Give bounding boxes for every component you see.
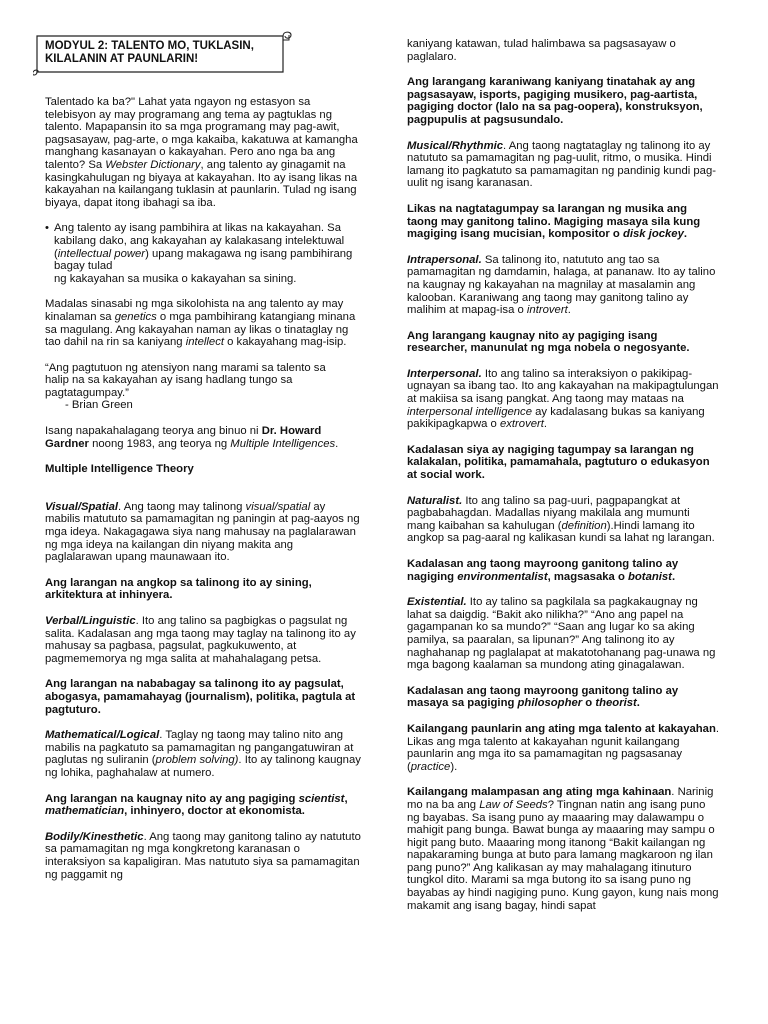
- module-title-banner: [33, 30, 291, 70]
- intro-paragraph: Talentado ka ba?" Lahat yata ngayon ng estasyon sa telebisyon ay may programang ang tema ay pagtuklas ng talento. Mapapansin ito sa mga programang may pag-awit, pagsasayaw, pag-arte, o mga kakaiba, kakatuwa at kamangha manghang kasanayan o kakayahan. Pero ano nga ba ang talento? Sa Webster Dictionary, ang talento ay ginagamit na kasingkahulugan ng biyaya at kakayahan. Ito ay isang likas na kakayahan na kailangang tuklasin at paunlarin. Tulad ng isang biyaya, dapat itong ibahagi sa iba.: [45, 96, 358, 209]
- existential-field: Kadalasan ang taong mayroong ganitong talino ay masaya sa pagiging philosopher o theorist.: [407, 684, 679, 710]
- musical-paragraph: Musical/Rhythmic. Ang taong nagtataglay ng talinong ito ay natututo sa pamamagitan ng pag-uulit, ritmo, o musika. Hindi lamang ito pagkatuto sa pamamagitan ng pandinig kundi pag-uulit ng isang karanasan.: [407, 139, 716, 190]
- intrapersonal-field: Ang larangang kaugnay nito ay pagiging isang researcher, manunulat ng mga nobela o negosyante.: [407, 329, 690, 355]
- quote-paragraph: “Ang pagtutuon ng atensiyon nang marami sa talento sa halip na sa kakayahan ay isang hadlang tungo sa pagtatagumpay.”: [45, 361, 326, 399]
- bullet-icon: •: [45, 222, 49, 235]
- bodily-field: Ang larangang karaniwang kaniyang tinatahak ay ang pagsasayaw, isports, pagiging musikero, pag-aartista, pagiging doctor (lalo na sa pag-oopera), konstruksyon, pagpupulis at pagsusundalo.: [407, 76, 703, 126]
- naturalist-field: Kadalasan ang taong mayroong ganitong talino ay nagiging environmentalist, magsasaka o botanist.: [407, 558, 679, 583]
- musical-field: Likas na nagtatagumpay sa larangan ng musika ang taong may ganitong talino. Magiging masaya sila kung magiging isang mucisian, kompositor o disk jockey.: [407, 202, 701, 241]
- math-field: Ang larangan na kaugnay nito ay ang pagiging scientist, mathematician, inhinyero, doctor at ekonomista.: [45, 792, 348, 818]
- intrapersonal-paragraph: Intrapersonal. Sa talinong ito, natututo ang tao sa pamamagitan ng damdamin, halaga, at pananaw. Ito ay talino na kaugnay ng kakayahan na magnilay at masalamin ang kalooban. Karaniwang ang taong may ganitong talino ay malihim at mapag-isa o introvert.: [407, 253, 716, 317]
- bodily-paragraph: Bodily/Kinesthetic. Ang taong may ganitong talino ay natututo sa pamamagitan ng mga kongkretong karanasan o interaksiyon sa kapaligiran. Mas natututo siya sa pamamagitan ng paggamit ng: [45, 830, 361, 881]
- bodily-continued: kaniyang katawan, tulad halimbawa sa pagsasayaw o paglalaro.: [407, 38, 676, 63]
- existential-paragraph: Existential. Ito ay talino sa pagkilala sa pagkakaugnay ng lahat sa daigdig. “Bakit ako nilikha?” “Ano ang papel na gagampanan ko sa mundo?” “Saan ang lugar ko sa aking pamilya, sa paaralan, sa lipunan?” Ang talinong ito ay naghahanap ng paglalapat at makatotohanang pag-unawa ng mga bagong kaalaman sa mundong ating ginagalawan.: [407, 596, 716, 672]
- paunlarin-paragraph: Kailangang paunlarin ang ating mga talento at kakayahan. Likas ang mga talento at kakayahan ngunit kailangang paunlarin ang mga ito sa pamamagitan ng pagsasanay (practice).: [407, 722, 719, 773]
- module-title-line-2: KILALANIN AT PAUNLARIN!: [45, 53, 199, 65]
- malampasan-paragraph: Kailangang malampasan ang ating mga kahinaan. Narinig mo na ba ang Law of Seeds? Tingnan natin ang isang puno ng bayabas. Sa isang puno ay maaaring may dalawampu o mahigit pang bunga. Bawat bunga ay maaaring may sampu o higit pang buto. Maaaring mong itanong “Bakit kailangan ng napakaraming bunga at buto para lamang magkaroon ng ilan pang puno?” Ang kalikasan ay may mahalagang itinuturo tungkol dito. Marami sa mga butong ito sa isang puno ng bayabas ay hindi nagiging puno. Kung gayon, kung nais mong makamit ang isang bagay, hindi sapat: [407, 786, 719, 912]
- interpersonal-field: Kadalasan siya ay nagiging tagumpay sa larangan ng kalakalan, politika, pamamahala, pagtuturo o edukasyon at social work.: [407, 443, 710, 482]
- naturalist-paragraph: Naturalist. Ito ang talino sa pag-uuri, pagpapangkat at pagbabahagdan. Madallas niyang makilala ang mumunti mang kaibahan sa kahulugan (definition).Hindi lamang ito angkop sa pag-aaral ng kalikasan kundi sa lahat ng larangan.: [407, 494, 715, 545]
- verbal-field: Ang larangan na nababagay sa talinong ito ay pagsulat, abogasya, pamamahayag (journalism), politika, pagtula at pagtuturo.: [45, 678, 356, 716]
- mit-heading: Multiple Intelligence Theory: [45, 463, 194, 476]
- madalas-paragraph: Madalas sinasabi ng mga sikolohista na ang talento ay may kinalaman sa genetics o mga pambihirang katangiang minana sa magulang. Ang kakayahan naman ay likas o tinataglay ng tao dahil na rin sa kaniyang intellect o kakayahang mag-isip.: [45, 298, 356, 349]
- left-column: [45, 96, 363, 881]
- module-title-line-1: MODYUL 2: TALENTO MO, TUKLASIN,: [45, 40, 254, 52]
- math-paragraph: Mathematical/Logical. Taglay ng taong may talino nito ang mabilis na pagkatuto sa pamamagitan ng pangangatuwiran at paglutas ng suliranin (problem solving). Ito ay talinong kaugnay ng lohika, paghahalaw at numero.: [45, 729, 361, 779]
- right-column: [407, 38, 720, 912]
- gardner-paragraph: Isang napakahalagang teorya ang binuo ni Dr. Howard Gardner noong 1983, ang teorya ng Multiple Intelligences.: [45, 425, 339, 450]
- quote-attribution: - Brian Green: [65, 399, 133, 412]
- module-title: [45, 40, 285, 66]
- visual-paragraph: Visual/Spatial. Ang taong may talinong visual/spatial ay mabilis matututo sa pamamagitan ng paningin at pag-aayos ng mga ideya. Nakagagawa siya nang mahusay na paglalarawan ng mga ideya na kailangan din niyang makita ang paglalarawan upang maunawaan ito.: [45, 500, 360, 564]
- verbal-paragraph: Verbal/Linguistic. Ito ang talino sa pagbigkas o pagsulat ng salita. Kadalasan ang mga taong may taglay na talinong ito ay mahusay sa pagbasa, pagsulat, pagkukuwento, at pagmememorya ng mga salita at mahahalagang petsa.: [45, 615, 356, 665]
- talent-bullet: • Ang talento ay isang pambihira at likas na kakayahan. Sa kabilang dako, ang kakayahan ay kalakasang intelektuwal (intellectual power) upang makagawa ng isang pambihirang bagay tulad ng kakayahan sa musika o kakayahan sa sining.: [45, 222, 353, 285]
- interpersonal-paragraph: Interpersonal. Ito ang talino sa interaksiyon o pakikipag-ugnayan sa ibang tao. Ito ang kakayahan na makipagtulungan at makiisa sa isang pangkat. Ang taong may mataas na interpersonal intelligence ay kadalasang bukas sa kaniyang pakikipagkapwa o extrovert.: [407, 367, 719, 431]
- visual-field: Ang larangan na angkop sa talinong ito ay sining, arkitektura at inhinyera.: [45, 576, 312, 602]
